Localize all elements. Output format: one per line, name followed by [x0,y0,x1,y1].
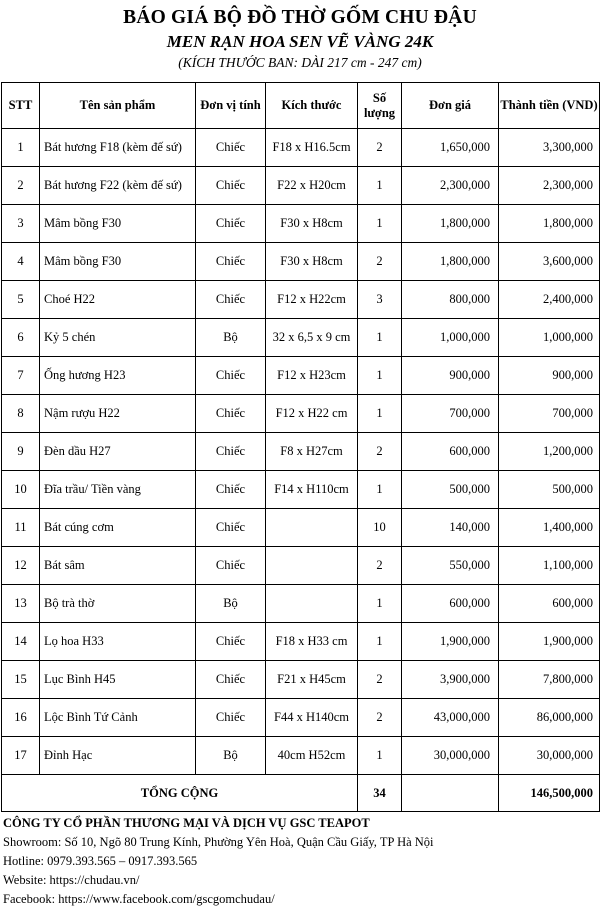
cell-qty: 2 [358,433,402,471]
cell-size: F18 x H33 cm [266,623,358,661]
cell-unit-price: 600,000 [402,433,499,471]
cell-size: F21 x H45cm [266,661,358,699]
cell-qty: 1 [358,585,402,623]
cell-size: F8 x H27cm [266,433,358,471]
cell-product-name: Đỉnh Hạc [40,737,196,775]
cell-product-name: Mâm bồng F30 [40,243,196,281]
cell-unit-price: 700,000 [402,395,499,433]
cell-unit: Chiếc [196,243,266,281]
cell-unit-price: 43,000,000 [402,699,499,737]
table-row [2,737,600,775]
cell-line-total: 600,000 [499,585,600,623]
cell-unit: Chiếc [196,167,266,205]
total-amount: 146,500,000 [499,775,600,812]
cell-qty: 3 [358,281,402,319]
table-body [2,129,600,775]
cell-unit-price: 1,800,000 [402,243,499,281]
cell-qty: 10 [358,509,402,547]
table-row [2,129,600,167]
cell-unit-price: 800,000 [402,281,499,319]
cell-stt: 16 [2,699,40,737]
cell-product-name: Bát hương F18 (kèm đế sứ) [40,129,196,167]
cell-product-name: Lục Bình H45 [40,661,196,699]
cell-stt: 5 [2,281,40,319]
page-title: BÁO GIÁ BỘ ĐỒ THỜ GỐM CHU ĐẬU [123,7,477,28]
cell-qty: 2 [358,547,402,585]
cell-unit: Bộ [196,319,266,357]
cell-unit-price: 3,900,000 [402,661,499,699]
cell-stt: 14 [2,623,40,661]
column-header-unit: Đơn vị tính [196,83,266,129]
cell-unit: Bộ [196,585,266,623]
cell-line-total: 7,800,000 [499,661,600,699]
cell-unit-price: 550,000 [402,547,499,585]
cell-unit-price: 1,900,000 [402,623,499,661]
cell-unit: Chiếc [196,623,266,661]
table-row [2,281,600,319]
hotline: Hotline: 0979.393.565 – 0917.393.565 [3,854,198,868]
cell-line-total: 900,000 [499,357,600,395]
cell-unit-price: 1,650,000 [402,129,499,167]
cell-size [266,509,358,547]
table-row [2,395,600,433]
cell-size: 32 x 6,5 x 9 cm [266,319,358,357]
cell-product-name: Lộc Bình Tứ Cảnh [40,699,196,737]
table-row [2,205,600,243]
cell-stt: 13 [2,585,40,623]
cell-line-total: 30,000,000 [499,737,600,775]
column-header-price: Đơn giá [402,83,499,129]
cell-size: F30 x H8cm [266,243,358,281]
company-name: CÔNG TY CỔ PHẦN THƯƠNG MẠI VÀ DỊCH VỤ GSC TEAPOT [3,816,370,830]
cell-size: F12 x H22cm [266,281,358,319]
cell-unit: Chiếc [196,509,266,547]
table-row [2,585,600,623]
cell-unit-price: 900,000 [402,357,499,395]
cell-unit: Chiếc [196,281,266,319]
cell-unit: Chiếc [196,205,266,243]
cell-unit-price: 600,000 [402,585,499,623]
facebook: Facebook: https://www.facebook.com/gscgomchudau/ [3,892,275,906]
table-row [2,243,600,281]
total-label: TỔNG CỘNG [2,775,358,812]
cell-qty: 2 [358,129,402,167]
price-table [1,82,600,812]
total-empty-cell [402,775,499,812]
cell-product-name: Bộ trà thờ [40,585,196,623]
cell-size: F18 x H16.5cm [266,129,358,167]
cell-line-total: 1,800,000 [499,205,600,243]
cell-size: F12 x H22 cm [266,395,358,433]
cell-stt: 10 [2,471,40,509]
total-row [2,775,600,812]
cell-unit: Chiếc [196,357,266,395]
cell-unit-price: 30,000,000 [402,737,499,775]
cell-unit-price: 1,800,000 [402,205,499,243]
table-row [2,699,600,737]
cell-product-name: Nậm rượu H22 [40,395,196,433]
cell-product-name: Kỷ 5 chén [40,319,196,357]
cell-unit: Chiếc [196,433,266,471]
cell-stt: 8 [2,395,40,433]
cell-product-name: Bát cúng cơm [40,509,196,547]
cell-size [266,547,358,585]
cell-qty: 1 [358,737,402,775]
cell-product-name: Lọ hoa H33 [40,623,196,661]
cell-unit: Chiếc [196,547,266,585]
table-header-row [2,83,600,129]
cell-unit-price: 140,000 [402,509,499,547]
cell-line-total: 3,300,000 [499,129,600,167]
column-header-stt: STT [2,83,40,129]
cell-size: F30 x H8cm [266,205,358,243]
cell-size: F14 x H110cm [266,471,358,509]
cell-stt: 3 [2,205,40,243]
column-header-name: Tên sản phẩm [40,83,196,129]
cell-qty: 2 [358,661,402,699]
cell-qty: 1 [358,167,402,205]
cell-qty: 2 [358,243,402,281]
cell-qty: 1 [358,623,402,661]
cell-product-name: Bát hương F22 (kèm đế sứ) [40,167,196,205]
cell-line-total: 3,600,000 [499,243,600,281]
size-note: (KÍCH THƯỚC BAN: DÀI 217 cm - 247 cm) [178,55,422,70]
cell-unit-price: 1,000,000 [402,319,499,357]
column-header-size: Kích thước [266,83,358,129]
cell-qty: 1 [358,395,402,433]
cell-line-total: 700,000 [499,395,600,433]
table-row [2,319,600,357]
cell-qty: 1 [358,357,402,395]
cell-stt: 1 [2,129,40,167]
showroom-address: Showroom: Số 10, Ngõ 80 Trung Kính, Phường Yên Hoà, Quận Cầu Giấy, TP Hà Nội [3,835,434,849]
cell-stt: 12 [2,547,40,585]
cell-product-name: Đĩa trầu/ Tiền vàng [40,471,196,509]
table-row [2,547,600,585]
cell-unit: Chiếc [196,661,266,699]
cell-line-total: 1,100,000 [499,547,600,585]
document-header [0,0,600,72]
cell-line-total: 500,000 [499,471,600,509]
cell-stt: 6 [2,319,40,357]
cell-stt: 7 [2,357,40,395]
cell-stt: 9 [2,433,40,471]
cell-stt: 2 [2,167,40,205]
cell-line-total: 1,400,000 [499,509,600,547]
cell-product-name: Choé H22 [40,281,196,319]
cell-stt: 4 [2,243,40,281]
cell-stt: 11 [2,509,40,547]
cell-size [266,585,358,623]
cell-unit: Chiếc [196,129,266,167]
cell-line-total: 2,400,000 [499,281,600,319]
column-header-total: Thành tiền (VND) [499,83,600,129]
cell-unit: Bộ [196,737,266,775]
company-info [3,814,599,909]
website: Website: https://chudau.vn/ [3,873,140,887]
table-row [2,471,600,509]
table-row [2,167,600,205]
cell-size: F44 x H140cm [266,699,358,737]
cell-product-name: Đèn dầu H27 [40,433,196,471]
table-row [2,661,600,699]
cell-line-total: 86,000,000 [499,699,600,737]
table-row [2,357,600,395]
page-subtitle: MEN RẠN HOA SEN VẼ VÀNG 24K [166,32,434,51]
cell-qty: 2 [358,699,402,737]
cell-stt: 17 [2,737,40,775]
cell-line-total: 2,300,000 [499,167,600,205]
cell-qty: 1 [358,205,402,243]
cell-product-name: Bát sâm [40,547,196,585]
cell-unit: Chiếc [196,471,266,509]
cell-unit: Chiếc [196,699,266,737]
cell-size: F22 x H20cm [266,167,358,205]
cell-product-name: Mâm bồng F30 [40,205,196,243]
cell-qty: 1 [358,319,402,357]
cell-unit-price: 2,300,000 [402,167,499,205]
cell-size: F12 x H23cm [266,357,358,395]
cell-line-total: 1,000,000 [499,319,600,357]
table-row [2,623,600,661]
cell-product-name: Ống hương H23 [40,357,196,395]
table-row [2,433,600,471]
column-header-qty: Số lượng [358,83,402,129]
cell-stt: 15 [2,661,40,699]
cell-qty: 1 [358,471,402,509]
total-qty: 34 [358,775,402,812]
cell-size: 40cm H52cm [266,737,358,775]
cell-line-total: 1,900,000 [499,623,600,661]
table-row [2,509,600,547]
cell-line-total: 1,200,000 [499,433,600,471]
cell-unit-price: 500,000 [402,471,499,509]
cell-unit: Chiếc [196,395,266,433]
